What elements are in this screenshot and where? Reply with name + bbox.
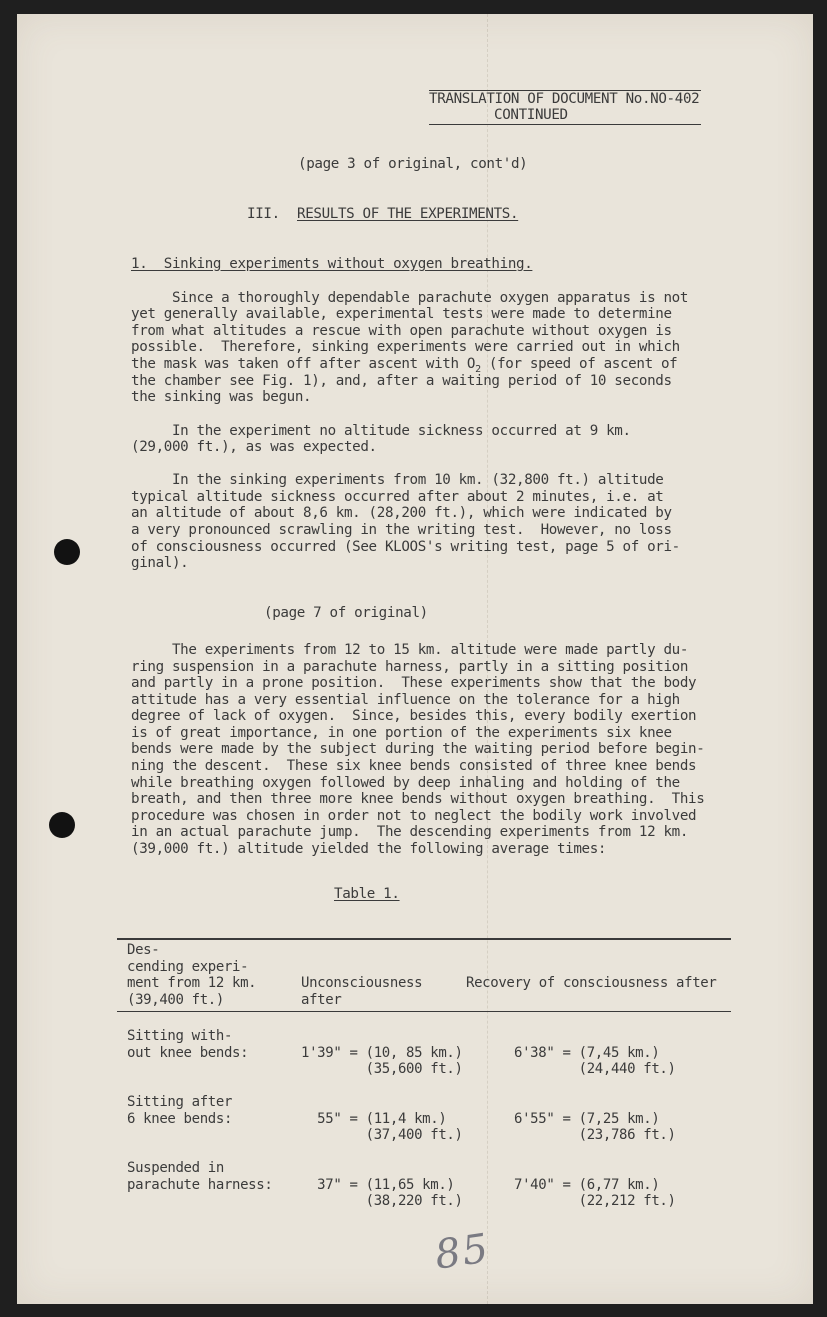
- row-label: Suspended in: [127, 1160, 224, 1176]
- section-number: III.: [247, 206, 280, 222]
- text-line: an altitude of about 8,6 km. (28,200 ft.), which were indicated by: [131, 505, 672, 521]
- text-line: while breathing oxygen followed by deep inhaling and holding of the: [131, 775, 680, 791]
- table-header-col1: cending experi-: [127, 959, 249, 975]
- document-page: [17, 14, 813, 1304]
- text-line: yet generally available, experimental tests were made to determine: [131, 306, 672, 322]
- handwritten-page-number: 85: [432, 1225, 493, 1279]
- page-note-original-7: (page 7 of original): [264, 605, 428, 621]
- text-line: and partly in a prone position. These experiments show that the body: [131, 675, 697, 691]
- header-line-1: TRANSLATION OF DOCUMENT No.NO-402: [429, 91, 700, 107]
- header-line-2: CONTINUED: [494, 107, 568, 123]
- table-header-col1: ment from 12 km.: [127, 975, 257, 991]
- punch-hole-top: [54, 539, 80, 565]
- page-note-original-3: (page 3 of original, cont'd): [298, 156, 528, 172]
- text-line: breath, and then three more knee bends without oxygen breathing. This: [131, 791, 705, 807]
- cell-unconsciousness: 55" = (11,4 km.): [301, 1111, 447, 1127]
- cell-unconsciousness: (38,220 ft.): [301, 1193, 463, 1209]
- cell-unconsciousness: (37,400 ft.): [301, 1127, 463, 1143]
- text-line: possible. Therefore, sinking experiments were carried out in which: [131, 339, 680, 355]
- text-line: is of great importance, in one portion of the experiments six knee: [131, 725, 672, 741]
- row-label: Sitting after: [127, 1094, 233, 1110]
- cell-unconsciousness: 1'39" = (10, 85 km.): [301, 1045, 463, 1061]
- row-label: Sitting with-: [127, 1028, 233, 1044]
- row-label: parachute harness:: [127, 1177, 273, 1193]
- table-caption: Table 1.: [334, 886, 400, 902]
- cell-recovery: 7'40" = (6,77 km.): [514, 1177, 660, 1193]
- table-header-col2: Unconsciousness: [301, 975, 423, 991]
- cell-recovery: 6'55" = (7,25 km.): [514, 1111, 660, 1127]
- text-line: ning the descent. These six knee bends consisted of three knee bends: [131, 758, 697, 774]
- text-line: In the experiment no altitude sickness occurred at 9 km.: [131, 423, 631, 439]
- text-line: ginal).: [131, 555, 189, 571]
- text-line: the chamber see Fig. 1), and, after a waiting period of 10 seconds: [131, 373, 672, 389]
- row-label: 6 knee bends:: [127, 1111, 233, 1127]
- cell-unconsciousness: 37" = (11,65 km.): [301, 1177, 455, 1193]
- text-line: typical altitude sickness occurred after about 2 minutes, i.e. at: [131, 489, 664, 505]
- table-header-col1: (39,400 ft.): [127, 992, 224, 1008]
- row-label: out knee bends:: [127, 1045, 249, 1061]
- text-line: (29,000 ft.), as was expected.: [131, 439, 377, 455]
- table-rule-top: [117, 938, 731, 940]
- punch-hole-bottom: [49, 812, 75, 838]
- text-line: In the sinking experiments from 10 km. (32,800 ft.) altitude: [131, 472, 664, 488]
- text-line: ring suspension in a parachute harness, partly in a sitting position: [131, 659, 689, 675]
- cell-recovery: (24,440 ft.): [514, 1061, 676, 1077]
- text-line: attitude has a very essential influence on the tolerance for a high: [131, 692, 680, 708]
- subsection-title: 1. Sinking experiments without oxygen breathing.: [131, 256, 533, 272]
- section-title: RESULTS OF THE EXPERIMENTS.: [297, 206, 519, 222]
- text-line: the mask was taken off after ascent with $O_2$ (for speed of ascent of: [131, 356, 678, 375]
- text-line: The experiments from 12 to 15 km. altitude were made partly du-: [131, 642, 689, 658]
- table-header-col1: Des-: [127, 942, 160, 958]
- text-line: of consciousness occurred (See KLOOS's writing test, page 5 of ori-: [131, 539, 680, 555]
- text-line: Since a thoroughly dependable parachute oxygen apparatus is not: [131, 290, 689, 306]
- table-header-col2: after: [301, 992, 342, 1008]
- header-rule-bottom: [429, 124, 701, 125]
- text-line: in an actual parachute jump. The descending experiments from 12 km.: [131, 824, 689, 840]
- text-line: the sinking was begun.: [131, 389, 312, 405]
- cell-unconsciousness: (35,600 ft.): [301, 1061, 463, 1077]
- text-line: degree of lack of oxygen. Since, besides this, every bodily exertion: [131, 708, 697, 724]
- table-header-col3: Recovery of consciousness after: [466, 975, 717, 991]
- cell-recovery: (22,212 ft.): [514, 1193, 676, 1209]
- text-line: procedure was chosen in order not to neglect the bodily work involved: [131, 808, 697, 824]
- cell-recovery: 6'38" = (7,45 km.): [514, 1045, 660, 1061]
- cell-recovery: (23,786 ft.): [514, 1127, 676, 1143]
- text-line: from what altitudes a rescue with open parachute without oxygen is: [131, 323, 672, 339]
- text-line: bends were made by the subject during the waiting period before begin-: [131, 741, 705, 757]
- table-rule-header: [117, 1011, 731, 1012]
- text-line: a very pronounced scrawling in the writing test. However, no loss: [131, 522, 672, 538]
- text-line: (39,000 ft.) altitude yielded the following average times:: [131, 841, 607, 857]
- subscript-2: 2: [475, 363, 481, 375]
